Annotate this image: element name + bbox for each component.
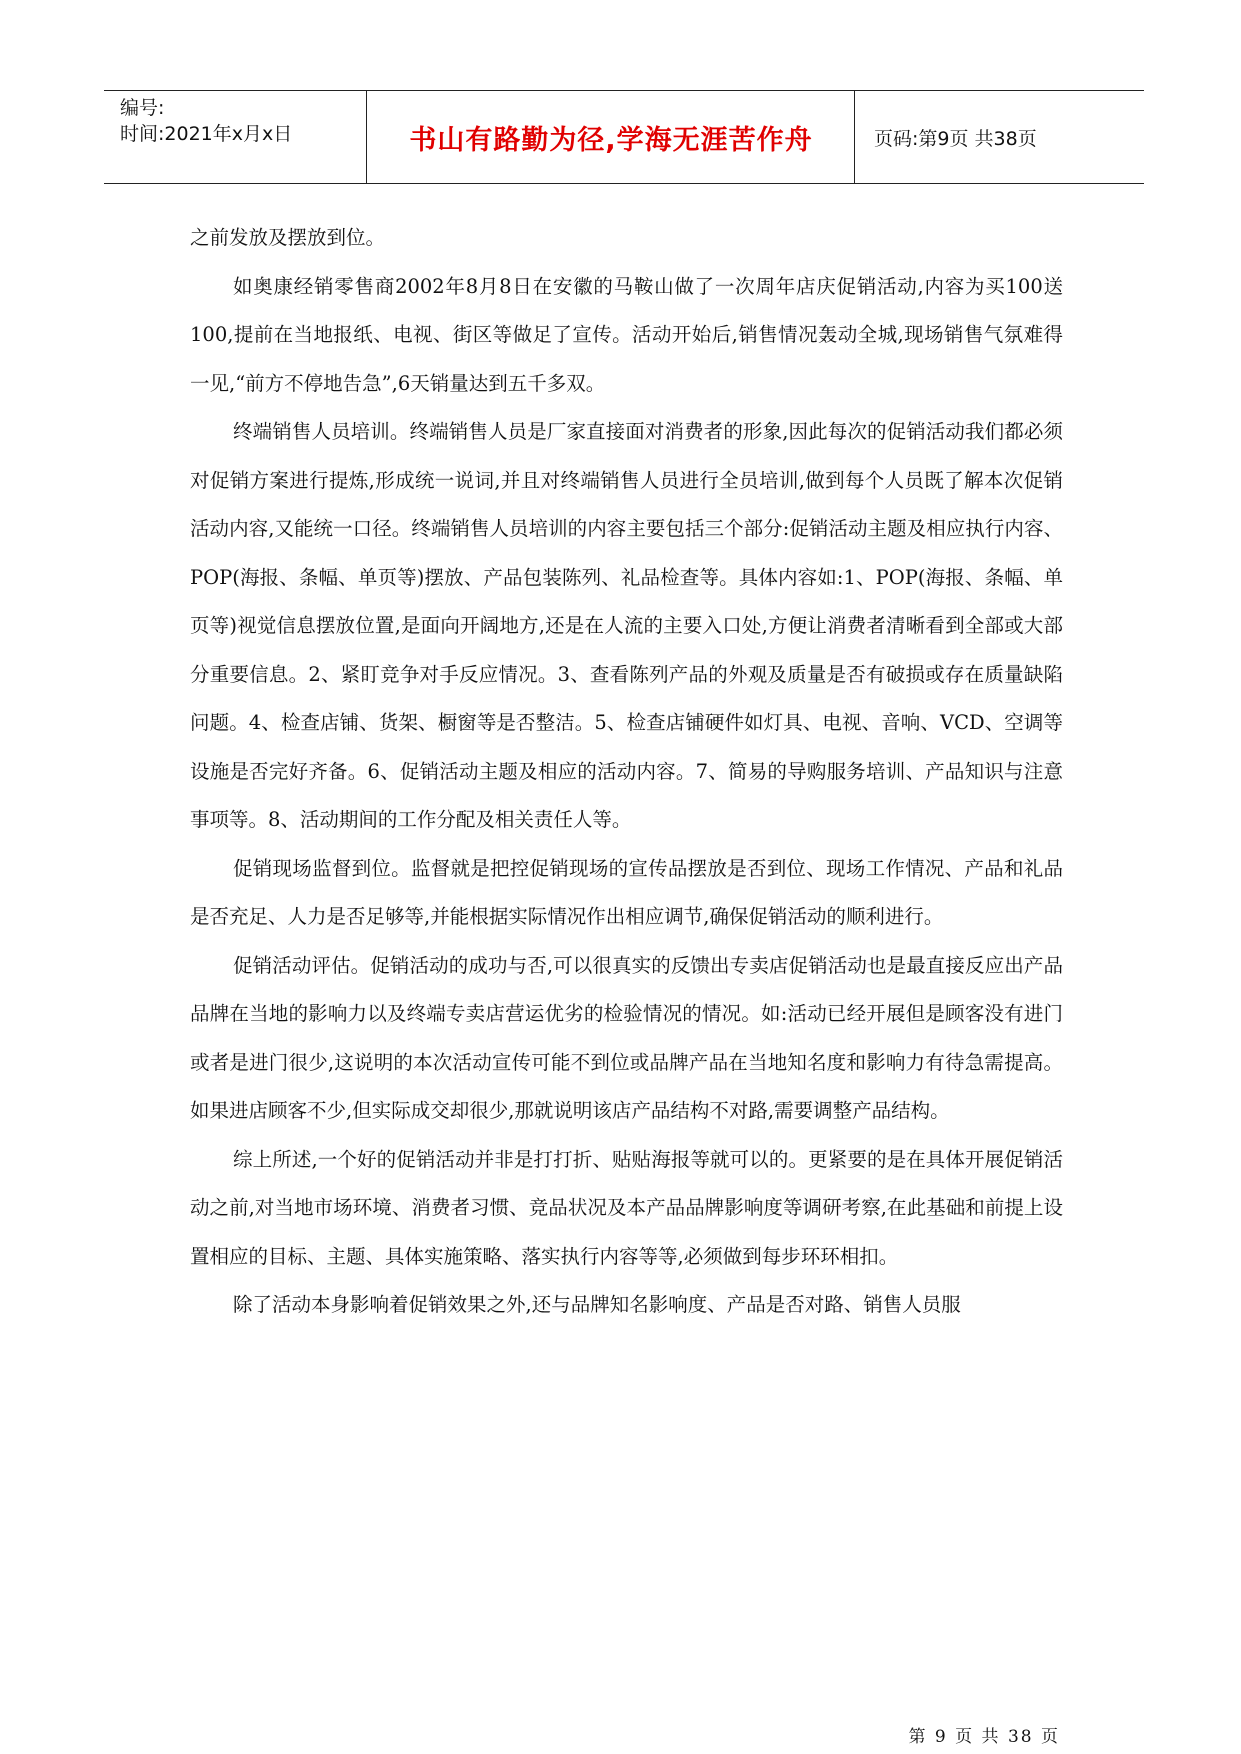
paragraph-summary: 综上所述,一个好的促销活动并非是打打折、贴贴海报等就可以的。更紧要的是在具体开展促销活动之前,对当地市场环境、消费者习惯、竞品状况及本产品品牌影响度等调研考察,在此基础和前提上设置相应的目标、主题、具体实施策略、落实执行内容等等,必须做到每步环环相扣。	[190, 1147, 1063, 1268]
paragraph-other-factors: 除了活动本身影响着促销效果之外,还与品牌知名影响度、产品是否对路、销售人员服	[233, 1293, 961, 1316]
paragraph-onsite-supervision: 促销现场监督到位。监督就是把控促销现场的宣传品摆放是否到位、现场工作情况、产品和礼品是否充足、人力是否足够等,并能根据实际情况作出相应调节,确保促销活动的顺利进行。	[190, 856, 1063, 928]
paragraph-evaluation: 促销活动评估。促销活动的成功与否,可以很真实的反馈出专卖店促销活动也是最直接反应出产品品牌在当地的影响力以及终端专卖店营运优劣的检验情况的情况。如:活动已经开展但是顾客没有进门或者是进门很少,这说明的本次活动宣传可能不到位或品牌产品在当地知名度和影响力有待急需提高。如果进店顾客不少,但实际成交却很少,那就说明该店产品结构不对路,需要调整产品结构。	[190, 953, 1063, 1122]
header-page-label: 页码:第9页 共38页	[874, 127, 1037, 150]
header-page-cell	[856, 91, 1144, 183]
paragraph-continuation: 之前发放及摆放到位。	[190, 226, 386, 249]
page-header	[104, 90, 1144, 184]
paragraph-staff-training: 终端销售人员培训。终端销售人员是厂家直接面对消费者的形象,因此每次的促销活动我们都必须对促销方案进行提炼,形成统一说词,并且对终端销售人员进行全员培训,做到每个人员既了解本次促销活动内容,又能统一口径。终端销售人员培训的内容主要包括三个部分:促销活动主题及相应执行内容、POP(海报、条幅、单页等)摆放、产品包装陈列、礼品检查等。具体内容如:1、POP(海报、条幅、单页等)视觉信息摆放位置,是面向开阔地方,还是在人流的主要入口处,方便让消费者清晰看到全部或大部分重要信息。2、紧盯竞争对手反应情况。3、查看陈列产品的外观及质量是否有破损或存在质量缺陷问题。4、检查店铺、货架、橱窗等是否整洁。5、检查店铺硬件如灯具、电视、音响、VCD、空调等设施是否完好齐备。6、促销活动主题及相应的活动内容。7、简易的导购服务培训、产品知识与注意事项等。8、活动期间的工作分配及相关责任人等。	[190, 420, 1063, 831]
document-code-label: 编号:	[120, 97, 165, 119]
document-time-label: 时间:2021年x月x日	[120, 123, 293, 145]
header-meta-cell	[104, 91, 367, 183]
paragraph-aokang-example: 如奥康经销零售商2002年8月8日在安徽的马鞍山做了一次周年店庆促销活动,内容为买100送100,提前在当地报纸、电视、街区等做足了宣传。活动开始后,销售情况轰动全城,现场销售气氛难得一见,“前方不停地告急”,6天销量达到五千多双。	[190, 274, 1063, 395]
document-body	[190, 214, 1063, 1330]
page-footer-number: 第 9 页 共 38 页	[908, 1727, 1060, 1747]
header-motto-cell	[368, 91, 855, 183]
header-motto: 书山有路勤为径,学海无涯苦作舟	[409, 124, 813, 156]
